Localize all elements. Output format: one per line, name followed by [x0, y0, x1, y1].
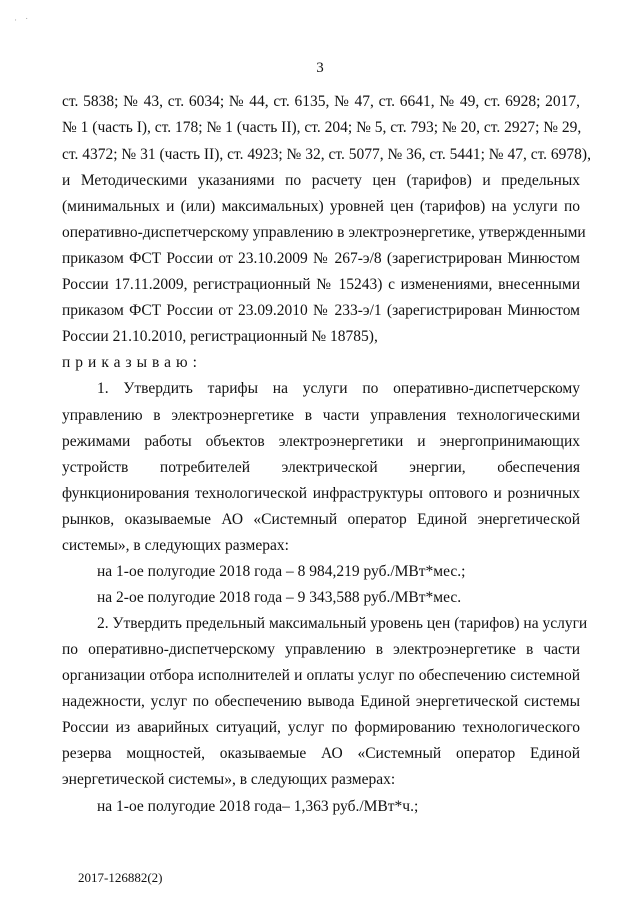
- scan-marks: · ·: [13, 12, 32, 26]
- price-limit-h1: на 1-ое полугодие 2018 года– 1,363 руб./МВт*ч.;: [97, 798, 419, 815]
- text-line: приказом ФСТ России от 23.10.2009 № 267-э/8 (зарегистрирован Минюстом: [62, 250, 580, 267]
- page-number: 3: [316, 60, 324, 76]
- text-line: управлению в электроэнергетике в части управления технологическими: [62, 407, 580, 424]
- text-line: режимами работы объектов электроэнергетики и энергопринимающих: [62, 433, 580, 450]
- text-line: энергетической системы», в следующих размерах:: [62, 771, 396, 788]
- text-line: оперативно-диспетчерскому управлению в электроэнергетике, утвержденными: [62, 224, 586, 241]
- text-line: России 21.10.2010, регистрационный № 18785),: [62, 328, 378, 345]
- text-line: России 17.11.2009, регистрационный № 15243) с изменениями, внесенными: [62, 276, 580, 293]
- text-line: по оперативно-диспетчерскому управлению в электроэнергетике в части: [62, 641, 580, 658]
- text-line: функционирования технологической инфраструктуры оптового и розничных: [62, 485, 580, 502]
- order-word: приказываю:: [62, 354, 202, 371]
- item-1-first-line: 1. Утвердить тарифы на услуги по оперативно-диспетчерскому: [97, 380, 580, 397]
- text-line: рынков, оказываемые АО «Системный оператор Единой энергетической: [62, 511, 580, 528]
- text-line: ст. 4372; № 31 (часть II), ст. 4923; № 32, ст. 5077, № 36, ст. 5441; № 47, ст. 6978),: [62, 146, 591, 163]
- text-line: (минимальных и (или) максимальных) уровней цен (тарифов) на услуги по: [62, 198, 580, 215]
- text-line: приказом ФСТ России от 23.09.2010 № 233-э/1 (зарегистрирован Минюстом: [62, 302, 580, 319]
- text-line: и Методическими указаниями по расчету цен (тарифов) и предельных: [62, 172, 580, 189]
- text-line: системы», в следующих размерах:: [62, 537, 289, 554]
- item-2-first-line: 2. Утвердить предельный максимальный уровень цен (тарифов) на услуги: [97, 615, 588, 632]
- text-line: организации отбора исполнителей и оплаты услуг по обеспечению системной: [62, 667, 580, 684]
- document-code: 2017-126882(2): [78, 870, 163, 885]
- text-line: устройств потребителей электрической энергии, обеспечения: [62, 459, 580, 476]
- text-line: № 1 (часть I), ст. 178; № 1 (часть II), ст. 204; № 5, ст. 793; № 20, ст. 2927; № 29,: [62, 119, 582, 136]
- text-line: резерва мощностей, оказываемые АО «Системный оператор Единой: [62, 745, 580, 762]
- tariff-h2: на 2-ое полугодие 2018 года – 9 343,588 руб./МВт*мес.: [97, 589, 462, 606]
- tariff-h1: на 1-ое полугодие 2018 года – 8 984,219 руб./МВт*мес.;: [97, 563, 466, 580]
- text-line: ст. 5838; № 43, ст. 6034; № 44, ст. 6135, № 47, ст. 6641, № 49, ст. 6928; 2017,: [62, 93, 580, 110]
- text-line: надежности, услуг по обеспечению вывода Единой энергетической системы: [62, 693, 580, 710]
- text-line: России из аварийных ситуаций, услуг по формированию технологического: [62, 719, 580, 736]
